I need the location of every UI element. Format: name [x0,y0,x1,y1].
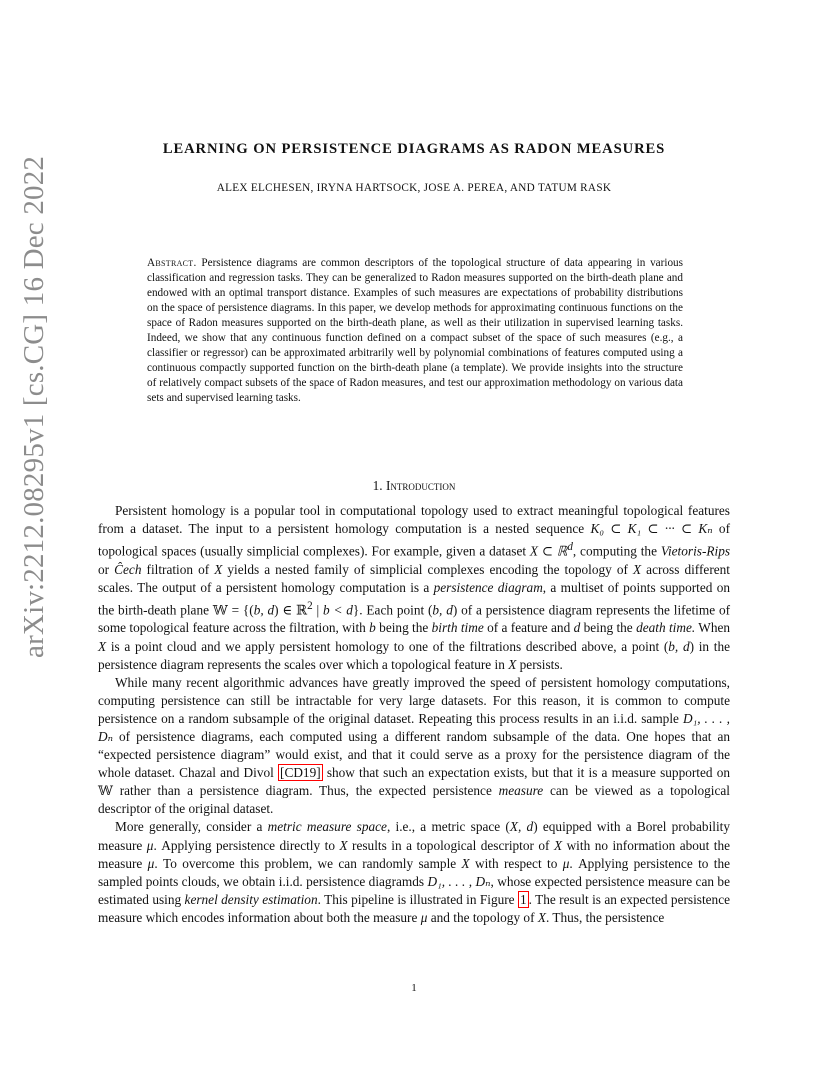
math: μ [562,855,570,871]
page-number: 1 [411,982,417,994]
math: b < d [323,602,353,618]
text-run: . Applying persistence directly to [153,837,340,853]
math: b, d [432,602,453,618]
section-heading [0,478,828,494]
text-run: filtration of [141,561,215,577]
text-run: When [695,620,731,636]
paragraph-3 [98,818,730,927]
arxiv-identifier-stamp: arXiv:2212.08295v1 [cs.CG] 16 Dec 2022 [18,155,50,658]
text-run: . Thus, the persistence [545,909,665,925]
math: X ⊂ ℝ [529,543,568,559]
text-run: . To overcome this problem, we can randomly sample [154,855,462,871]
text-run: , a multiset of points supported on the birth-death plane 𝕎 = {( [98,579,730,618]
text-run: , i.e., a metric space ( [386,819,510,835]
text-run: results in a topological descriptor of [347,837,554,853]
paper-title: LEARNING ON PERSISTENCE DIAGRAMS AS RADON MEASURES [162,141,666,157]
math: b, d [668,638,690,654]
text-run: ) of a persistence diagram represents the lifetime of some topological feature across the filtration, with [98,602,731,636]
abstract-text: Persistence diagrams are common descriptors of the topological structure of data appearing in various classification and regression tasks. They can be generalized to Radon measures supported on the birth-death plane and endowed with an optimal transport distance. Examples of such measures are expectations of probability distributions on the space of persistence diagrams. In this paper, we develop methods for approximating continuous functions on the space of Radon measures supported on the birth-death plane, as well as their utilization in supervised learning tasks. Indeed, we show that any continuous function defined on a compact subset of the space of such measures (e.g., a classifier or regressor) can be approximated arbitrarily well by polynomial combinations of features computed using a continuous compactly supported function on the birth-death plane (a template). We provide insights into the structure of relatively compact subsets of the space of Radon measures, and test our approximation methodology on various data sets and supervised learning tasks. [147,257,684,404]
text-run: or [98,561,115,577]
text-run: of persistence diagrams, each computed using a different random subsample of the data. One hopes that an “expected persistence diagram” would exist, and that it could serve as a proxy for the persistence diagram of the whole dataset. Chazal and Divol [98,728,730,781]
text-run: | [312,602,323,618]
math: K₀ ⊂ K₁ ⊂ ··· ⊂ Kₙ [590,521,713,537]
body-text [98,502,730,927]
math: b [369,620,376,636]
text-run: , computing the [572,543,661,559]
math: X [98,638,107,654]
emphasis: kernel density estimation [184,891,318,907]
text-run: with respect to [469,855,563,871]
text-run: being the [375,620,432,636]
text-run: and the topology of [427,909,538,925]
paragraph-1 [98,502,730,674]
emphasis: measure [498,783,544,799]
text-run: . This pipeline is illustrated in Figure [317,891,518,907]
math-superscript: 2 [307,599,313,612]
math: X [461,855,470,871]
math: X [214,561,223,577]
text-run: show that such an expectation exists, but that it is a measure supported on 𝕎 rather than a persistence diagram. Thus, the expected persistence [98,765,731,799]
math: μ [146,837,154,853]
text-run: with no information about the measure [98,837,730,871]
emphasis: Vietoris-Rips [660,543,731,559]
abstract [147,256,683,406]
text-run: of a feature and [483,620,574,636]
math: X [553,837,563,853]
math: D₁, . . . , Dₙ [427,873,491,889]
math: μ [147,855,155,871]
math-superscript: d [567,541,573,554]
text-run: being the [580,620,637,636]
text-run: yields a nested family of simplicial complexes encoding the topology of [222,561,633,577]
section-title: Introduction [385,478,456,493]
text-run: persists. [516,656,563,672]
text-run: ) ∈ ℝ [274,602,308,618]
math: D₁, . . . , Dₙ [98,710,730,744]
emphasis: death time. [636,620,696,636]
emphasis: metric measure space [267,819,387,835]
math: d [573,620,581,636]
text-run: . Applying persistence to the sampled points clouds, we obtain i.i.d. persistence diagramds [98,855,731,889]
math: X, d [509,819,534,835]
figure-link-1[interactable]: 1 [519,891,527,907]
math: X [537,909,546,925]
text-run: }. Each point ( [352,602,433,618]
paragraph-2 [98,674,730,819]
text-run: . The result is an expected persistence measure which encodes information about both the measure [98,891,730,925]
text-run: Persistent homology is a popular tool in computational topology used to extract meaningful topological features from a dataset. The input to a persistent homology computation is a nested sequence [98,503,730,537]
math: μ [420,909,428,925]
text-run: of topological spaces (usually simplicial complexes). For example, given a dataset [98,521,730,559]
text-run: is a point cloud and we apply persistent homology to one of the filtrations described above, a point ( [106,638,669,654]
math: X [633,561,642,577]
text-run: While many recent algorithmic advances have greatly improved the speed of persistent homology computations, computing persistence can still be intractable for very large datasets. For this reason, it is common to compute persistence on a random subsample of the original dataset. Repeating this process results in an i.i.d. sample [98,674,730,726]
section-number: 1. [372,478,383,493]
text-run: ) in the persistence diagram represents the scales over which a topological feature in [98,638,730,672]
text-run: , whose expected persistence measure can be estimated using [98,873,730,907]
math: X [339,837,348,853]
emphasis: Ĉech [114,561,142,577]
text-run: More generally, consider a [115,819,268,835]
text-run: ) equipped with a Borel probability measure [98,819,731,853]
math: X [508,656,517,672]
citation-link-cd19[interactable]: [CD19] [280,765,321,781]
text-run: can be viewed as a topological descriptor of the original dataset. [98,783,730,817]
text-run: across different scales. The output of a persistent homology computation is a [98,561,730,595]
emphasis: persistence diagram [433,579,543,595]
math: b, d [253,602,275,618]
paper-authors: ALEX ELCHESEN, IRYNA HARTSOCK, JOSE A. PEREA, AND TATUM RASK [216,182,612,194]
emphasis: birth time [431,620,484,636]
abstract-label: Abstract. [147,257,197,269]
